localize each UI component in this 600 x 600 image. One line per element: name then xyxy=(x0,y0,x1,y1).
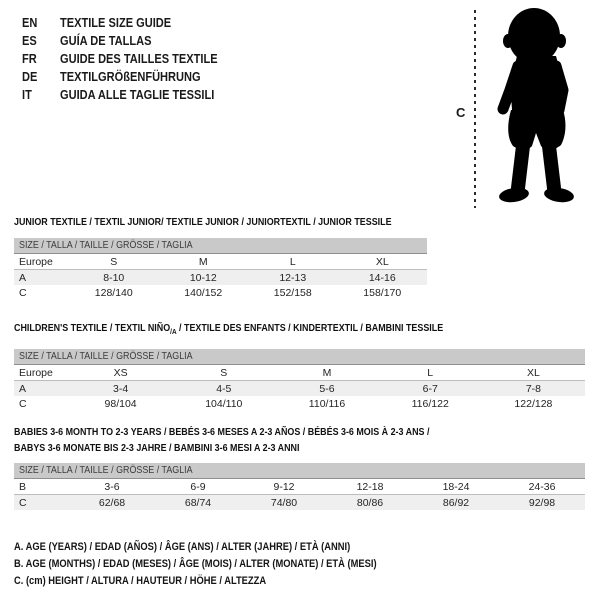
language-code: ES xyxy=(22,32,37,48)
size-cell: XL xyxy=(375,255,389,268)
language-title: GUIDA ALLE TAGLIE TESSILI xyxy=(60,86,215,102)
age-cell: 3-4 xyxy=(113,382,129,395)
size-header-bar: SIZE / TALLA / TAILLE / GRÖSSE / TAGLIA xyxy=(14,238,427,254)
size-header-bar: SIZE / TALLA / TAILLE / GRÖSSE / TAGLIA xyxy=(14,463,585,479)
height-cell: 98/104 xyxy=(104,397,137,410)
size-cell: M xyxy=(198,255,208,268)
table-title-line1: BABIES 3-6 MONTH TO 2-3 YEARS / BEBÉS 3-6 MESES A 2-3 AÑOS / BÉBÉS 3-6 MOIS À 2-3 ANS / xyxy=(14,426,430,438)
language-title: GUIDE DES TAILLES TEXTILE xyxy=(60,50,218,66)
language-row-es xyxy=(22,31,245,49)
language-code: DE xyxy=(22,68,38,84)
age-cell: 10-12 xyxy=(189,271,217,284)
size-cell: XS xyxy=(113,366,128,379)
language-row-de xyxy=(22,67,245,85)
legend xyxy=(14,539,441,590)
babies-textile-table xyxy=(14,424,585,510)
row-label: B xyxy=(19,480,27,493)
size-header-bar: SIZE / TALLA / TAILLE / GRÖSSE / TAGLIA xyxy=(14,349,585,365)
language-title: TEXTILE SIZE GUIDE xyxy=(60,14,172,30)
age-cell: 7-8 xyxy=(525,382,541,395)
age-cell: 3-6 xyxy=(104,480,120,493)
height-cell: 116/122 xyxy=(411,397,449,410)
table-row xyxy=(14,270,427,285)
height-cell: 140/152 xyxy=(184,286,223,299)
table-row xyxy=(14,479,585,495)
table-row xyxy=(14,285,427,300)
legend-age-months: B. AGE (MONTHS) / EDAD (MESES) / ÂGE (MOIS) / ALTER (MONATE) / ETÀ (MESI) xyxy=(14,558,377,570)
age-cell: 18-24 xyxy=(442,480,470,493)
table-title: CHILDREN'S TEXTILE / TEXTIL $NIÑO_{/A}$ / TEXTILE DES ENFANTS / KINDERTEXTIL / BAMBINI TESSILE xyxy=(14,322,444,337)
height-cell: 68/74 xyxy=(184,496,212,509)
age-cell: 4-5 xyxy=(216,382,232,395)
language-row-fr xyxy=(22,49,245,67)
height-cell: 74/80 xyxy=(270,496,298,509)
language-row-en xyxy=(22,13,245,31)
age-cell: 24-36 xyxy=(528,480,556,493)
table-row xyxy=(14,495,585,510)
childrens-textile-table xyxy=(14,322,585,411)
size-cell: M xyxy=(322,366,332,379)
legend-age-years: A. AGE (YEARS) / EDAD (AÑOS) / ÂGE (ANS) / ALTER (JAHRE) / ETÀ (ANNI) xyxy=(14,541,351,553)
height-cell: 104/110 xyxy=(205,397,243,410)
size-cell: L xyxy=(427,366,434,379)
title-subscript: /A xyxy=(170,327,177,337)
age-cell: 9-12 xyxy=(273,480,295,493)
age-cell: 6-9 xyxy=(190,480,206,493)
height-cell: 158/170 xyxy=(363,286,402,299)
height-cell: 80/86 xyxy=(356,496,384,509)
age-cell: 6-7 xyxy=(422,382,438,395)
table-row xyxy=(14,396,585,411)
age-cell: 5-6 xyxy=(319,382,335,395)
language-code: EN xyxy=(22,14,38,30)
age-cell: 12-18 xyxy=(356,480,384,493)
table-title-line2: BABYS 3-6 MONATE BIS 2-3 JAHRE / BAMBINI 3-6 MESI A 2-3 ANNI xyxy=(14,442,300,454)
table-row xyxy=(14,365,585,381)
language-code: FR xyxy=(22,50,37,66)
language-title: GUÍA DE TALLAS xyxy=(60,32,152,48)
language-row-it xyxy=(22,85,245,103)
age-cell: 12-13 xyxy=(279,271,307,284)
age-cell: 14-16 xyxy=(368,271,396,284)
height-cell: 152/158 xyxy=(273,286,312,299)
baby-silhouette-icon xyxy=(484,4,594,208)
table-title: JUNIOR TEXTILE / TEXTIL JUNIOR/ TEXTILE JUNIOR / JUNIORTEXTIL / JUNIOR TESSILE xyxy=(14,216,392,228)
size-cell: S xyxy=(220,366,228,379)
table-row xyxy=(14,254,427,270)
height-cell: 92/98 xyxy=(528,496,556,509)
size-cell: XL xyxy=(526,366,540,379)
size-cell: S xyxy=(110,255,118,268)
language-title: TEXTILGRÖßENFÜHRUNG xyxy=(60,68,201,84)
height-cell: 110/116 xyxy=(308,397,346,410)
row-label: C xyxy=(19,286,27,299)
legend-height-cm: C. (cm) HEIGHT / ALTURA / HAUTEUR / HÖHE / ALTEZZA xyxy=(14,575,267,587)
language-list xyxy=(22,13,245,103)
row-label: C xyxy=(19,397,27,410)
row-label: C xyxy=(19,496,27,509)
language-code: IT xyxy=(22,86,32,102)
row-label: A xyxy=(19,271,27,284)
height-cell: 62/68 xyxy=(98,496,126,509)
height-measure-dashed-line xyxy=(474,10,476,208)
row-label: Europe xyxy=(19,255,53,268)
height-cell: 86/92 xyxy=(442,496,470,509)
height-cell: 122/128 xyxy=(514,397,553,410)
height-cell: 128/140 xyxy=(94,286,133,299)
size-cell: L xyxy=(289,255,296,268)
junior-textile-table xyxy=(14,216,427,300)
age-cell: 8-10 xyxy=(103,271,125,284)
height-measure-label: C xyxy=(456,105,466,120)
table-row xyxy=(14,381,585,396)
row-label: Europe xyxy=(19,366,53,379)
row-label: A xyxy=(19,382,27,395)
